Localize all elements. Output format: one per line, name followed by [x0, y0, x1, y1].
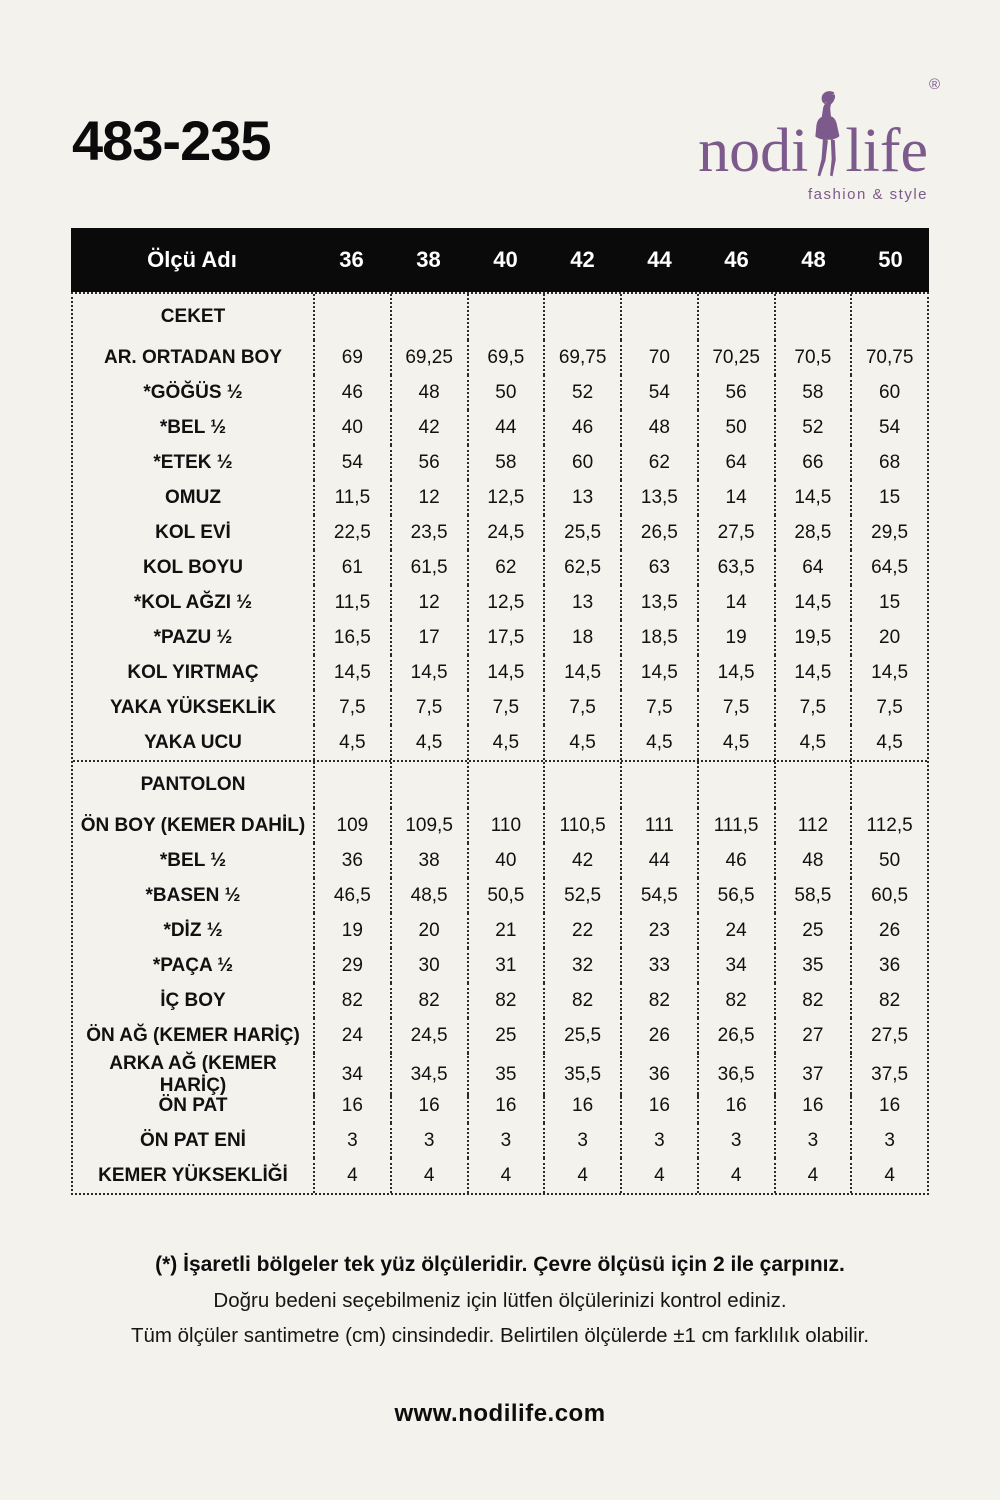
measurement-value: 17,5 — [467, 620, 544, 655]
measurement-value: 112 — [774, 808, 851, 843]
measurement-value: 14,5 — [467, 655, 544, 690]
measurement-value: 52,5 — [543, 878, 620, 913]
measurement-row — [73, 1088, 927, 1123]
measurement-value: 3 — [467, 1123, 544, 1158]
measurement-value: 14,5 — [774, 480, 851, 515]
measurement-value: 70,5 — [774, 340, 851, 375]
measurement-value: 58 — [467, 445, 544, 480]
measurement-value: 62 — [467, 550, 544, 585]
measurement-value: 15 — [850, 585, 927, 620]
name-column-header: Ölçü Adı — [147, 247, 237, 272]
measurement-value: 12 — [390, 585, 467, 620]
measurement-value: 12 — [390, 480, 467, 515]
measurement-value: 48,5 — [390, 878, 467, 913]
measurement-row — [73, 808, 927, 843]
measurement-value: 28,5 — [774, 515, 851, 550]
measurement-row — [73, 690, 927, 725]
size-table-body — [71, 292, 929, 1195]
measurement-value: 52 — [543, 375, 620, 410]
footnote-check-measurements: Doğru bedeni seçebilmeniz için lütfen ölçülerinizi kontrol ediniz. — [213, 1289, 787, 1313]
brand-logo — [698, 76, 940, 203]
measurement-label: *ETEK ½ — [153, 451, 233, 473]
measurement-label: *BEL ½ — [159, 416, 227, 438]
measurement-value: 40 — [313, 410, 390, 445]
measurement-value: 14,5 — [543, 655, 620, 690]
measurement-value: 35,5 — [543, 1053, 620, 1097]
measurement-value: 34 — [313, 1053, 390, 1097]
measurement-label: *BEL ½ — [159, 849, 227, 871]
measurement-label: ÖN BOY (KEMER DAHİL) — [80, 814, 306, 836]
measurement-label: YAKA YÜKSEKLİK — [109, 696, 277, 718]
measurement-value: 110 — [467, 808, 544, 843]
measurement-value: 3 — [313, 1123, 390, 1158]
measurement-value — [467, 294, 544, 340]
measurement-value: 3 — [390, 1123, 467, 1158]
measurement-value: 25,5 — [543, 515, 620, 550]
measurement-value: 70 — [620, 340, 697, 375]
measurement-value: 56 — [390, 445, 467, 480]
measurement-value: 7,5 — [313, 690, 390, 725]
measurement-row — [73, 655, 927, 690]
measurement-value — [697, 294, 774, 340]
size-column-header: 48 — [801, 247, 826, 272]
measurement-value: 25 — [467, 1018, 544, 1053]
page-header — [0, 0, 1000, 203]
measurement-value: 64 — [774, 550, 851, 585]
measurement-value: 70,75 — [850, 340, 927, 375]
measurement-value: 14,5 — [774, 655, 851, 690]
size-column-header: 42 — [570, 247, 595, 272]
measurement-value: 26 — [620, 1018, 697, 1053]
measurement-value: 11,5 — [313, 480, 390, 515]
measurement-value: 110,5 — [543, 808, 620, 843]
measurement-label: *DİZ ½ — [163, 919, 223, 941]
measurement-label: *KOL AĞZI ½ — [133, 591, 253, 613]
measurement-label: ÖN AĞ (KEMER HARİÇ) — [86, 1024, 300, 1046]
measurement-value: 16 — [850, 1088, 927, 1123]
measurement-value: 4,5 — [697, 725, 774, 760]
measurement-row — [73, 550, 927, 585]
measurement-row — [73, 1018, 927, 1053]
measurement-value: 13,5 — [620, 480, 697, 515]
measurement-value: 4,5 — [313, 725, 390, 760]
measurement-value: 7,5 — [850, 690, 927, 725]
measurement-value: 64,5 — [850, 550, 927, 585]
measurement-value: 4 — [467, 1158, 544, 1193]
measurement-value: 58 — [774, 375, 851, 410]
measurement-value: 60 — [543, 445, 620, 480]
measurement-value: 69,25 — [390, 340, 467, 375]
size-column-header: 40 — [493, 247, 518, 272]
measurement-value: 61,5 — [390, 550, 467, 585]
measurement-value: 27,5 — [697, 515, 774, 550]
measurement-value: 48 — [390, 375, 467, 410]
measurement-value: 46 — [313, 375, 390, 410]
brand-wordmark — [698, 76, 940, 186]
measurement-row — [73, 878, 927, 913]
measurement-value: 82 — [774, 983, 851, 1018]
measurement-value: 29,5 — [850, 515, 927, 550]
size-column-header: 38 — [416, 247, 441, 272]
measurement-label: ARKA AĞ (KEMER HARİÇ) — [109, 1053, 277, 1096]
measurement-value: 14 — [697, 480, 774, 515]
measurement-row — [73, 515, 927, 550]
measurement-value: 82 — [390, 983, 467, 1018]
measurement-row — [73, 843, 927, 878]
measurement-value — [850, 294, 927, 340]
measurement-value — [774, 294, 851, 340]
measurement-value: 4 — [697, 1158, 774, 1193]
measurement-value: 4 — [543, 1158, 620, 1193]
measurement-value: 4,5 — [620, 725, 697, 760]
measurement-value: 7,5 — [620, 690, 697, 725]
measurement-value: 42 — [543, 843, 620, 878]
measurement-label: *PAÇA ½ — [152, 954, 234, 976]
measurement-value: 27 — [774, 1018, 851, 1053]
measurement-value: 82 — [467, 983, 544, 1018]
measurement-row — [73, 375, 927, 410]
measurement-value: 30 — [390, 948, 467, 983]
measurement-value: 50 — [850, 843, 927, 878]
woman-silhouette-icon — [810, 90, 844, 182]
footnote-asterisk: (*) İşaretli bölgeler tek yüz ölçüleridir. Çevre ölçüsü için 2 ile çarpınız. — [155, 1253, 845, 1276]
measurement-value — [390, 294, 467, 340]
measurement-value: 24,5 — [467, 515, 544, 550]
measurement-value: 26,5 — [620, 515, 697, 550]
measurement-value: 4 — [390, 1158, 467, 1193]
measurement-value: 58,5 — [774, 878, 851, 913]
measurement-value: 34,5 — [390, 1053, 467, 1097]
measurement-value: 29 — [313, 948, 390, 983]
measurement-value: 4 — [313, 1158, 390, 1193]
measurement-value: 24 — [697, 913, 774, 948]
measurement-value: 46,5 — [313, 878, 390, 913]
measurement-value: 4,5 — [390, 725, 467, 760]
measurement-value: 34 — [697, 948, 774, 983]
measurement-value: 109,5 — [390, 808, 467, 843]
measurement-value: 3 — [543, 1123, 620, 1158]
measurement-value: 66 — [774, 445, 851, 480]
measurement-value: 62 — [620, 445, 697, 480]
measurement-value: 38 — [390, 843, 467, 878]
measurement-value: 56,5 — [697, 878, 774, 913]
measurement-value — [697, 762, 774, 808]
measurement-value: 16 — [390, 1088, 467, 1123]
measurement-row — [73, 948, 927, 983]
measurement-value: 35 — [467, 1053, 544, 1097]
measurement-row — [73, 983, 927, 1018]
measurement-value: 109 — [313, 808, 390, 843]
website-url: www.nodilife.com — [394, 1399, 606, 1427]
measurement-value: 4 — [620, 1158, 697, 1193]
measurement-value: 14,5 — [850, 655, 927, 690]
measurement-value: 23,5 — [390, 515, 467, 550]
measurement-label: *GÖĞÜS ½ — [143, 381, 243, 403]
measurement-value: 25 — [774, 913, 851, 948]
measurement-value: 14,5 — [620, 655, 697, 690]
measurement-value — [313, 294, 390, 340]
measurement-row — [73, 480, 927, 515]
measurement-value: 7,5 — [774, 690, 851, 725]
measurement-row — [73, 620, 927, 655]
measurement-value — [774, 762, 851, 808]
measurement-value: 33 — [620, 948, 697, 983]
measurement-value: 63 — [620, 550, 697, 585]
measurement-value: 37 — [774, 1053, 851, 1097]
measurement-value: 48 — [774, 843, 851, 878]
measurement-label: İÇ BOY — [160, 989, 226, 1011]
model-code: 483-235 — [72, 109, 271, 172]
measurement-value: 42 — [390, 410, 467, 445]
measurement-value: 20 — [850, 620, 927, 655]
measurement-value: 24 — [313, 1018, 390, 1053]
measurement-label: *PAZU ½ — [153, 626, 233, 648]
section-title-row — [73, 294, 927, 340]
measurement-value — [620, 294, 697, 340]
measurement-row — [73, 725, 927, 760]
measurement-row — [73, 1053, 927, 1096]
measurement-value: 19 — [313, 913, 390, 948]
measurement-label: KOL EVİ — [155, 521, 231, 543]
measurement-value — [543, 294, 620, 340]
measurement-row — [73, 340, 927, 375]
measurement-value: 13 — [543, 480, 620, 515]
measurement-row — [73, 410, 927, 445]
measurement-value: 18 — [543, 620, 620, 655]
measurement-value: 19 — [697, 620, 774, 655]
measurement-value: 26 — [850, 913, 927, 948]
measurement-row — [73, 1123, 927, 1158]
measurement-value: 69,5 — [467, 340, 544, 375]
measurement-value: 3 — [697, 1123, 774, 1158]
measurement-value: 16 — [697, 1088, 774, 1123]
measurement-value: 36 — [850, 948, 927, 983]
measurement-value: 31 — [467, 948, 544, 983]
measurement-value: 61 — [313, 550, 390, 585]
measurement-value: 3 — [774, 1123, 851, 1158]
measurement-value: 3 — [620, 1123, 697, 1158]
measurement-value: 44 — [620, 843, 697, 878]
measurement-label: OMUZ — [165, 486, 221, 508]
measurement-value: 32 — [543, 948, 620, 983]
measurement-value: 14,5 — [390, 655, 467, 690]
measurement-value: 12,5 — [467, 480, 544, 515]
measurement-value: 56 — [697, 375, 774, 410]
measurement-value: 82 — [697, 983, 774, 1018]
measurement-label: KOL YIRTMAÇ — [127, 661, 259, 683]
measurement-value: 11,5 — [313, 585, 390, 620]
measurement-value: 16 — [313, 1088, 390, 1123]
measurement-value: 3 — [850, 1123, 927, 1158]
measurement-value: 36 — [620, 1053, 697, 1097]
measurement-value: 7,5 — [467, 690, 544, 725]
measurement-value: 4,5 — [543, 725, 620, 760]
measurement-value: 19,5 — [774, 620, 851, 655]
measurement-label: YAKA UCU — [144, 731, 242, 753]
measurement-value: 26,5 — [697, 1018, 774, 1053]
measurement-value: 50 — [697, 410, 774, 445]
measurement-label: AR. ORTADAN BOY — [103, 346, 283, 368]
measurement-value — [850, 762, 927, 808]
measurement-value: 62,5 — [543, 550, 620, 585]
measurement-label: KOL BOYU — [143, 556, 243, 578]
size-column-header: 36 — [339, 247, 364, 272]
measurement-value: 50 — [467, 375, 544, 410]
measurement-value: 4,5 — [850, 725, 927, 760]
measurement-label: ÖN PAT — [158, 1094, 228, 1116]
measurement-value: 13,5 — [620, 585, 697, 620]
measurement-value: 14,5 — [697, 655, 774, 690]
size-column-header: 44 — [647, 247, 672, 272]
measurement-value: 48 — [620, 410, 697, 445]
measurement-value: 46 — [697, 843, 774, 878]
measurement-value: 4,5 — [467, 725, 544, 760]
measurement-value: 54 — [620, 375, 697, 410]
measurement-value: 60,5 — [850, 878, 927, 913]
measurement-row — [73, 1158, 927, 1193]
measurement-value: 64 — [697, 445, 774, 480]
table-section — [73, 760, 927, 1193]
measurement-value: 36 — [313, 843, 390, 878]
measurement-value: 16 — [620, 1088, 697, 1123]
measurement-value: 15 — [850, 480, 927, 515]
measurement-row — [73, 585, 927, 620]
measurement-value: 68 — [850, 445, 927, 480]
measurement-value: 12,5 — [467, 585, 544, 620]
size-table — [71, 228, 929, 1195]
measurement-value: 17 — [390, 620, 467, 655]
measurement-value: 4 — [774, 1158, 851, 1193]
measurement-value: 16 — [543, 1088, 620, 1123]
measurement-value: 25,5 — [543, 1018, 620, 1053]
measurement-value: 14,5 — [313, 655, 390, 690]
measurement-value: 60 — [850, 375, 927, 410]
measurement-value: 20 — [390, 913, 467, 948]
measurement-value: 18,5 — [620, 620, 697, 655]
footnotes — [0, 1247, 1000, 1354]
measurement-value: 111,5 — [697, 808, 774, 843]
measurement-value: 22,5 — [313, 515, 390, 550]
measurement-value: 27,5 — [850, 1018, 927, 1053]
measurement-value — [390, 762, 467, 808]
measurement-value — [467, 762, 544, 808]
measurement-value: 40 — [467, 843, 544, 878]
measurement-value: 54,5 — [620, 878, 697, 913]
measurement-value: 82 — [543, 983, 620, 1018]
measurement-label: KEMER YÜKSEKLİĞİ — [98, 1164, 288, 1186]
measurement-value: 46 — [543, 410, 620, 445]
measurement-label: *BASEN ½ — [145, 884, 241, 906]
measurement-value — [620, 762, 697, 808]
measurement-value: 16 — [467, 1088, 544, 1123]
measurement-value: 50,5 — [467, 878, 544, 913]
measurement-value: 22 — [543, 913, 620, 948]
brand-tagline: fashion & style — [807, 186, 928, 203]
measurement-value: 82 — [850, 983, 927, 1018]
section-title: CEKET — [160, 306, 226, 327]
measurement-value: 82 — [313, 983, 390, 1018]
measurement-value: 54 — [313, 445, 390, 480]
measurement-value: 7,5 — [390, 690, 467, 725]
measurement-value — [313, 762, 390, 808]
measurement-value: 4,5 — [774, 725, 851, 760]
measurement-value: 52 — [774, 410, 851, 445]
measurement-value: 7,5 — [543, 690, 620, 725]
measurement-value: 4 — [850, 1158, 927, 1193]
measurement-value: 63,5 — [697, 550, 774, 585]
size-column-header: 46 — [724, 247, 749, 272]
table-section — [73, 294, 927, 760]
measurement-value: 23 — [620, 913, 697, 948]
footnote-cm-tolerance: Tüm ölçüler santimetre (cm) cinsindedir. Belirtilen ölçülerde ±1 cm farklılık olabilir. — [130, 1324, 870, 1348]
brand-word-right: life — [845, 117, 928, 186]
registered-trademark-icon: ® — [928, 76, 940, 93]
measurement-value: 112,5 — [850, 808, 927, 843]
measurement-value: 69 — [313, 340, 390, 375]
measurement-value: 111 — [620, 808, 697, 843]
measurement-value: 36,5 — [697, 1053, 774, 1097]
size-column-header: 50 — [878, 247, 903, 272]
measurement-value: 37,5 — [850, 1053, 927, 1097]
measurement-row — [73, 445, 927, 480]
measurement-value: 14,5 — [774, 585, 851, 620]
measurement-value: 70,25 — [697, 340, 774, 375]
brand-word-left: nodi — [698, 117, 809, 186]
measurement-value: 13 — [543, 585, 620, 620]
measurement-value: 24,5 — [390, 1018, 467, 1053]
section-title-row — [73, 762, 927, 808]
measurement-value: 16,5 — [313, 620, 390, 655]
measurement-value: 69,75 — [543, 340, 620, 375]
measurement-label: ÖN PAT ENİ — [140, 1129, 246, 1151]
section-title: PANTOLON — [140, 774, 246, 795]
measurement-value — [543, 762, 620, 808]
measurement-value: 7,5 — [697, 690, 774, 725]
measurement-value: 16 — [774, 1088, 851, 1123]
measurement-value: 35 — [774, 948, 851, 983]
measurement-value: 82 — [620, 983, 697, 1018]
measurement-value: 14 — [697, 585, 774, 620]
measurement-value: 21 — [467, 913, 544, 948]
measurement-row — [73, 913, 927, 948]
measurement-value: 44 — [467, 410, 544, 445]
measurement-value: 54 — [850, 410, 927, 445]
size-table-header-row — [71, 228, 929, 292]
